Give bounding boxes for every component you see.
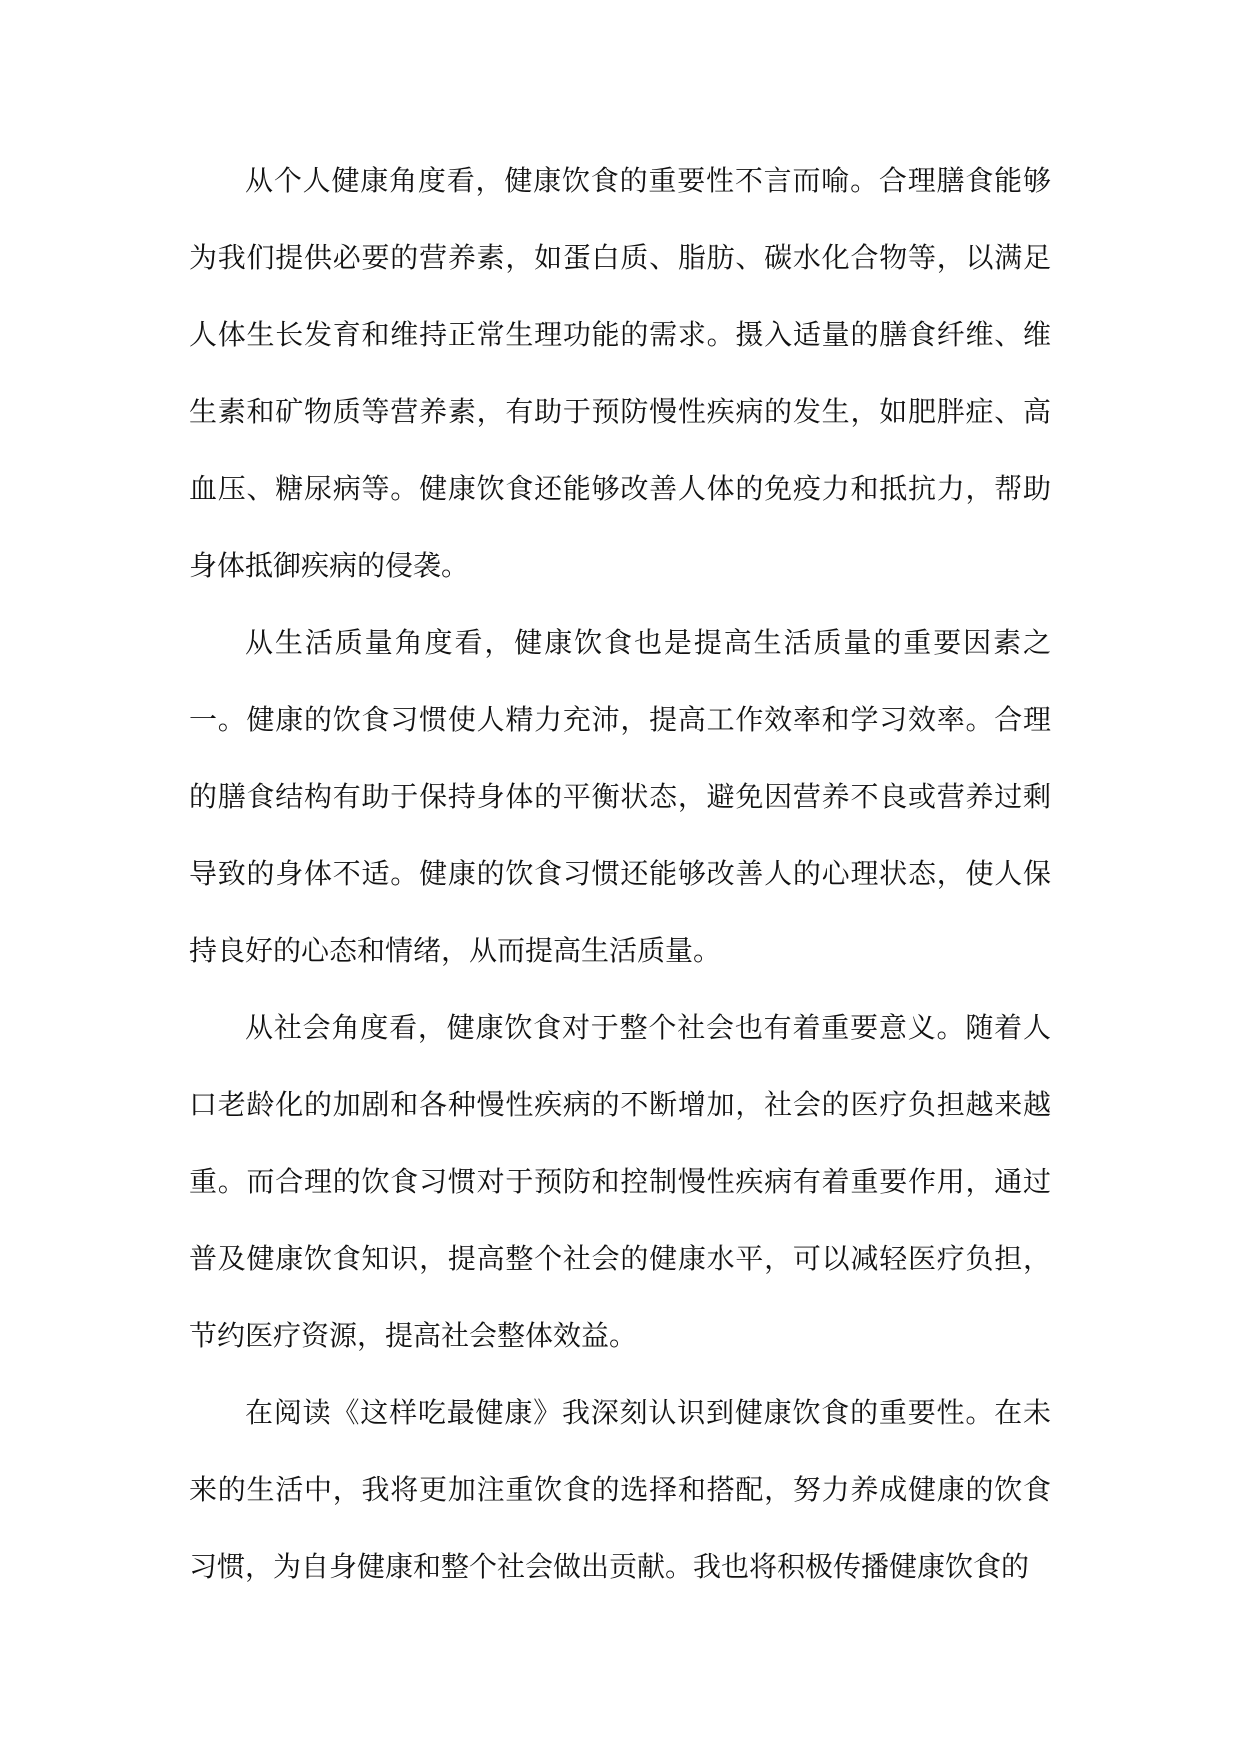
document-body xyxy=(189,142,1051,1605)
paragraph-personal-health: 从个人健康角度看，健康饮食的重要性不言而喻。合理膳食能够为我们提供必要的营养素，如蛋白质、脂肪、碳水化合物等，以满足人体生长发育和维持正常生理功能的需求。摄入适量的膳食纤维、维生素和矿物质等营养素，有助于预防慢性疾病的发生，如肥胖症、高血压、糖尿病等。健康饮食还能够改善人体的免疫力和抵抗力，帮助身体抵御疾病的侵袭。 xyxy=(189,164,1051,582)
paragraph-quality-of-life: 从生活质量角度看，健康饮食也是提高生活质量的重要因素之一。健康的饮食习惯使人精力充沛，提高工作效率和学习效率。合理的膳食结构有助于保持身体的平衡状态，避免因营养不良或营养过剩导致的身体不适。健康的饮食习惯还能够改善人的心理状态，使人保持良好的心态和情绪，从而提高生活质量。 xyxy=(189,626,1051,967)
paragraph-conclusion: 在阅读《这样吃最健康》我深刻认识到健康饮食的重要性。在未来的生活中，我将更加注重饮食的选择和搭配，努力养成健康的饮食习惯，为自身健康和整个社会做出贡献。我也将积极传播健康饮食的 xyxy=(189,1396,1051,1583)
paragraph-society: 从社会角度看，健康饮食对于整个社会也有着重要意义。随着人口老龄化的加剧和各种慢性疾病的不断增加，社会的医疗负担越来越重。而合理的饮食习惯对于预防和控制慢性疾病有着重要作用，通过普及健康饮食知识，提高整个社会的健康水平，可以减轻医疗负担，节约医疗资源，提高社会整体效益。 xyxy=(189,1011,1051,1352)
